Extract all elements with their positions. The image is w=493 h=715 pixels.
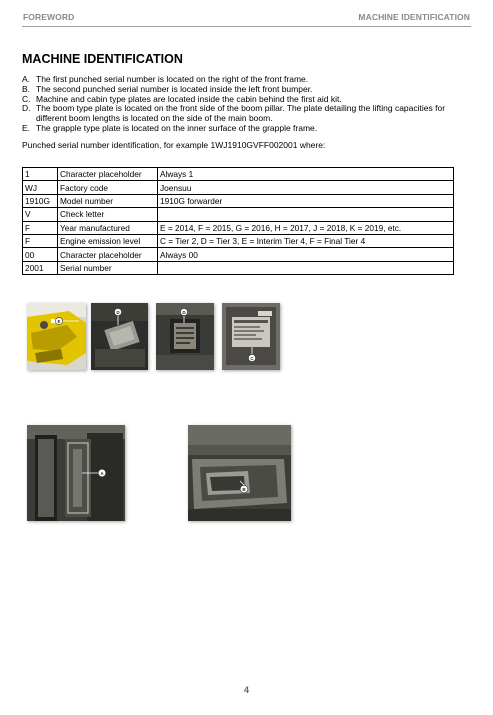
- list-item: [22, 124, 472, 134]
- table-cell-value: Always 1: [158, 168, 454, 181]
- list-text: The grapple type plate is located on the inner surface of the grapple frame.: [36, 122, 318, 133]
- table-cell-field: Serial number: [58, 261, 158, 274]
- callout-label: B: [242, 487, 246, 492]
- grapple-photo: [27, 303, 86, 370]
- location-list: [22, 75, 472, 134]
- table-cell-field: Character placeholder: [58, 248, 158, 261]
- table-row: [23, 221, 454, 234]
- table-cell-field: Model number: [58, 194, 158, 207]
- list-letter: B.: [22, 83, 31, 94]
- table-cell-value: [158, 208, 454, 221]
- header-rule: [22, 26, 471, 27]
- table-cell-value: [158, 261, 454, 274]
- page-number: 4: [243, 685, 249, 695]
- table-cell-code: 00: [23, 248, 58, 261]
- main-boom-photo: [156, 303, 214, 370]
- table-cell-code: 1: [23, 168, 58, 181]
- serial-table: [22, 167, 454, 275]
- table-row: [23, 168, 454, 181]
- callout-label: C: [250, 356, 254, 361]
- front-bumper-photo: [188, 425, 291, 521]
- table-cell-field: Character placeholder: [58, 168, 158, 181]
- table-cell-value: 1910G forwarder: [158, 194, 454, 207]
- list-item: [22, 104, 472, 124]
- header-chapter: MACHINE IDENTIFICATION: [358, 12, 470, 22]
- boom-pillar-photo: [91, 303, 148, 370]
- cabin-plate-photo: [222, 303, 280, 370]
- callout-label: A: [100, 471, 104, 476]
- callout-label: E: [57, 319, 61, 324]
- list-letter: D.: [22, 103, 31, 114]
- table-cell-code: WJ: [23, 181, 58, 194]
- table-cell-code: V: [23, 208, 58, 221]
- table-cell-code: F: [23, 221, 58, 234]
- list-text: The boom type plate is located on the front side of the boom pillar. The plate detailing the lifting capacities for different boom lengths is located on the side of the main boom.: [36, 103, 446, 124]
- table-cell-code: F: [23, 234, 58, 247]
- table-cell-code: 2001: [23, 261, 58, 274]
- table-row: [23, 181, 454, 194]
- table-cell-value: Always 00: [158, 248, 454, 261]
- list-letter: A.: [22, 74, 31, 84]
- table-row: [23, 248, 454, 261]
- table-cell-code: 1910G: [23, 194, 58, 207]
- table-row: [23, 194, 454, 207]
- serial-intro: Punched serial number identification, for example 1WJ1910GVFF002001 where:: [22, 140, 326, 150]
- table-cell-field: Engine emission level: [58, 234, 158, 247]
- table-cell-field: Factory code: [58, 181, 158, 194]
- table-cell-value: Joensuu: [158, 181, 454, 194]
- table-cell-field: Year manufactured: [58, 221, 158, 234]
- header-section: FOREWORD: [23, 12, 75, 22]
- table-row: [23, 208, 454, 221]
- table-cell-value: E = 2014, F = 2015, G = 2016, H = 2017, J = 2018, K = 2019, etc.: [158, 221, 454, 234]
- table-row: [23, 234, 454, 247]
- list-text: Machine and cabin type plates are located inside the cabin behind the first aid kit.: [36, 93, 342, 104]
- table-row: [23, 261, 454, 274]
- callout-label: D: [116, 310, 120, 315]
- list-letter: E.: [22, 122, 31, 133]
- list-text: The second punched serial number is located inside the left front bumper.: [36, 83, 313, 94]
- list-letter: C.: [22, 93, 31, 104]
- table-cell-field: Check letter: [58, 208, 158, 221]
- list-text: The first punched serial number is located on the right of the front frame.: [36, 74, 309, 84]
- front-frame-photo: [27, 425, 125, 521]
- table-cell-value: C = Tier 2, D = Tier 3, E = Interim Tier 4, F = Final Tier 4: [158, 234, 454, 247]
- page-title: MACHINE IDENTIFICATION: [22, 52, 183, 66]
- callout-label: D: [182, 310, 186, 315]
